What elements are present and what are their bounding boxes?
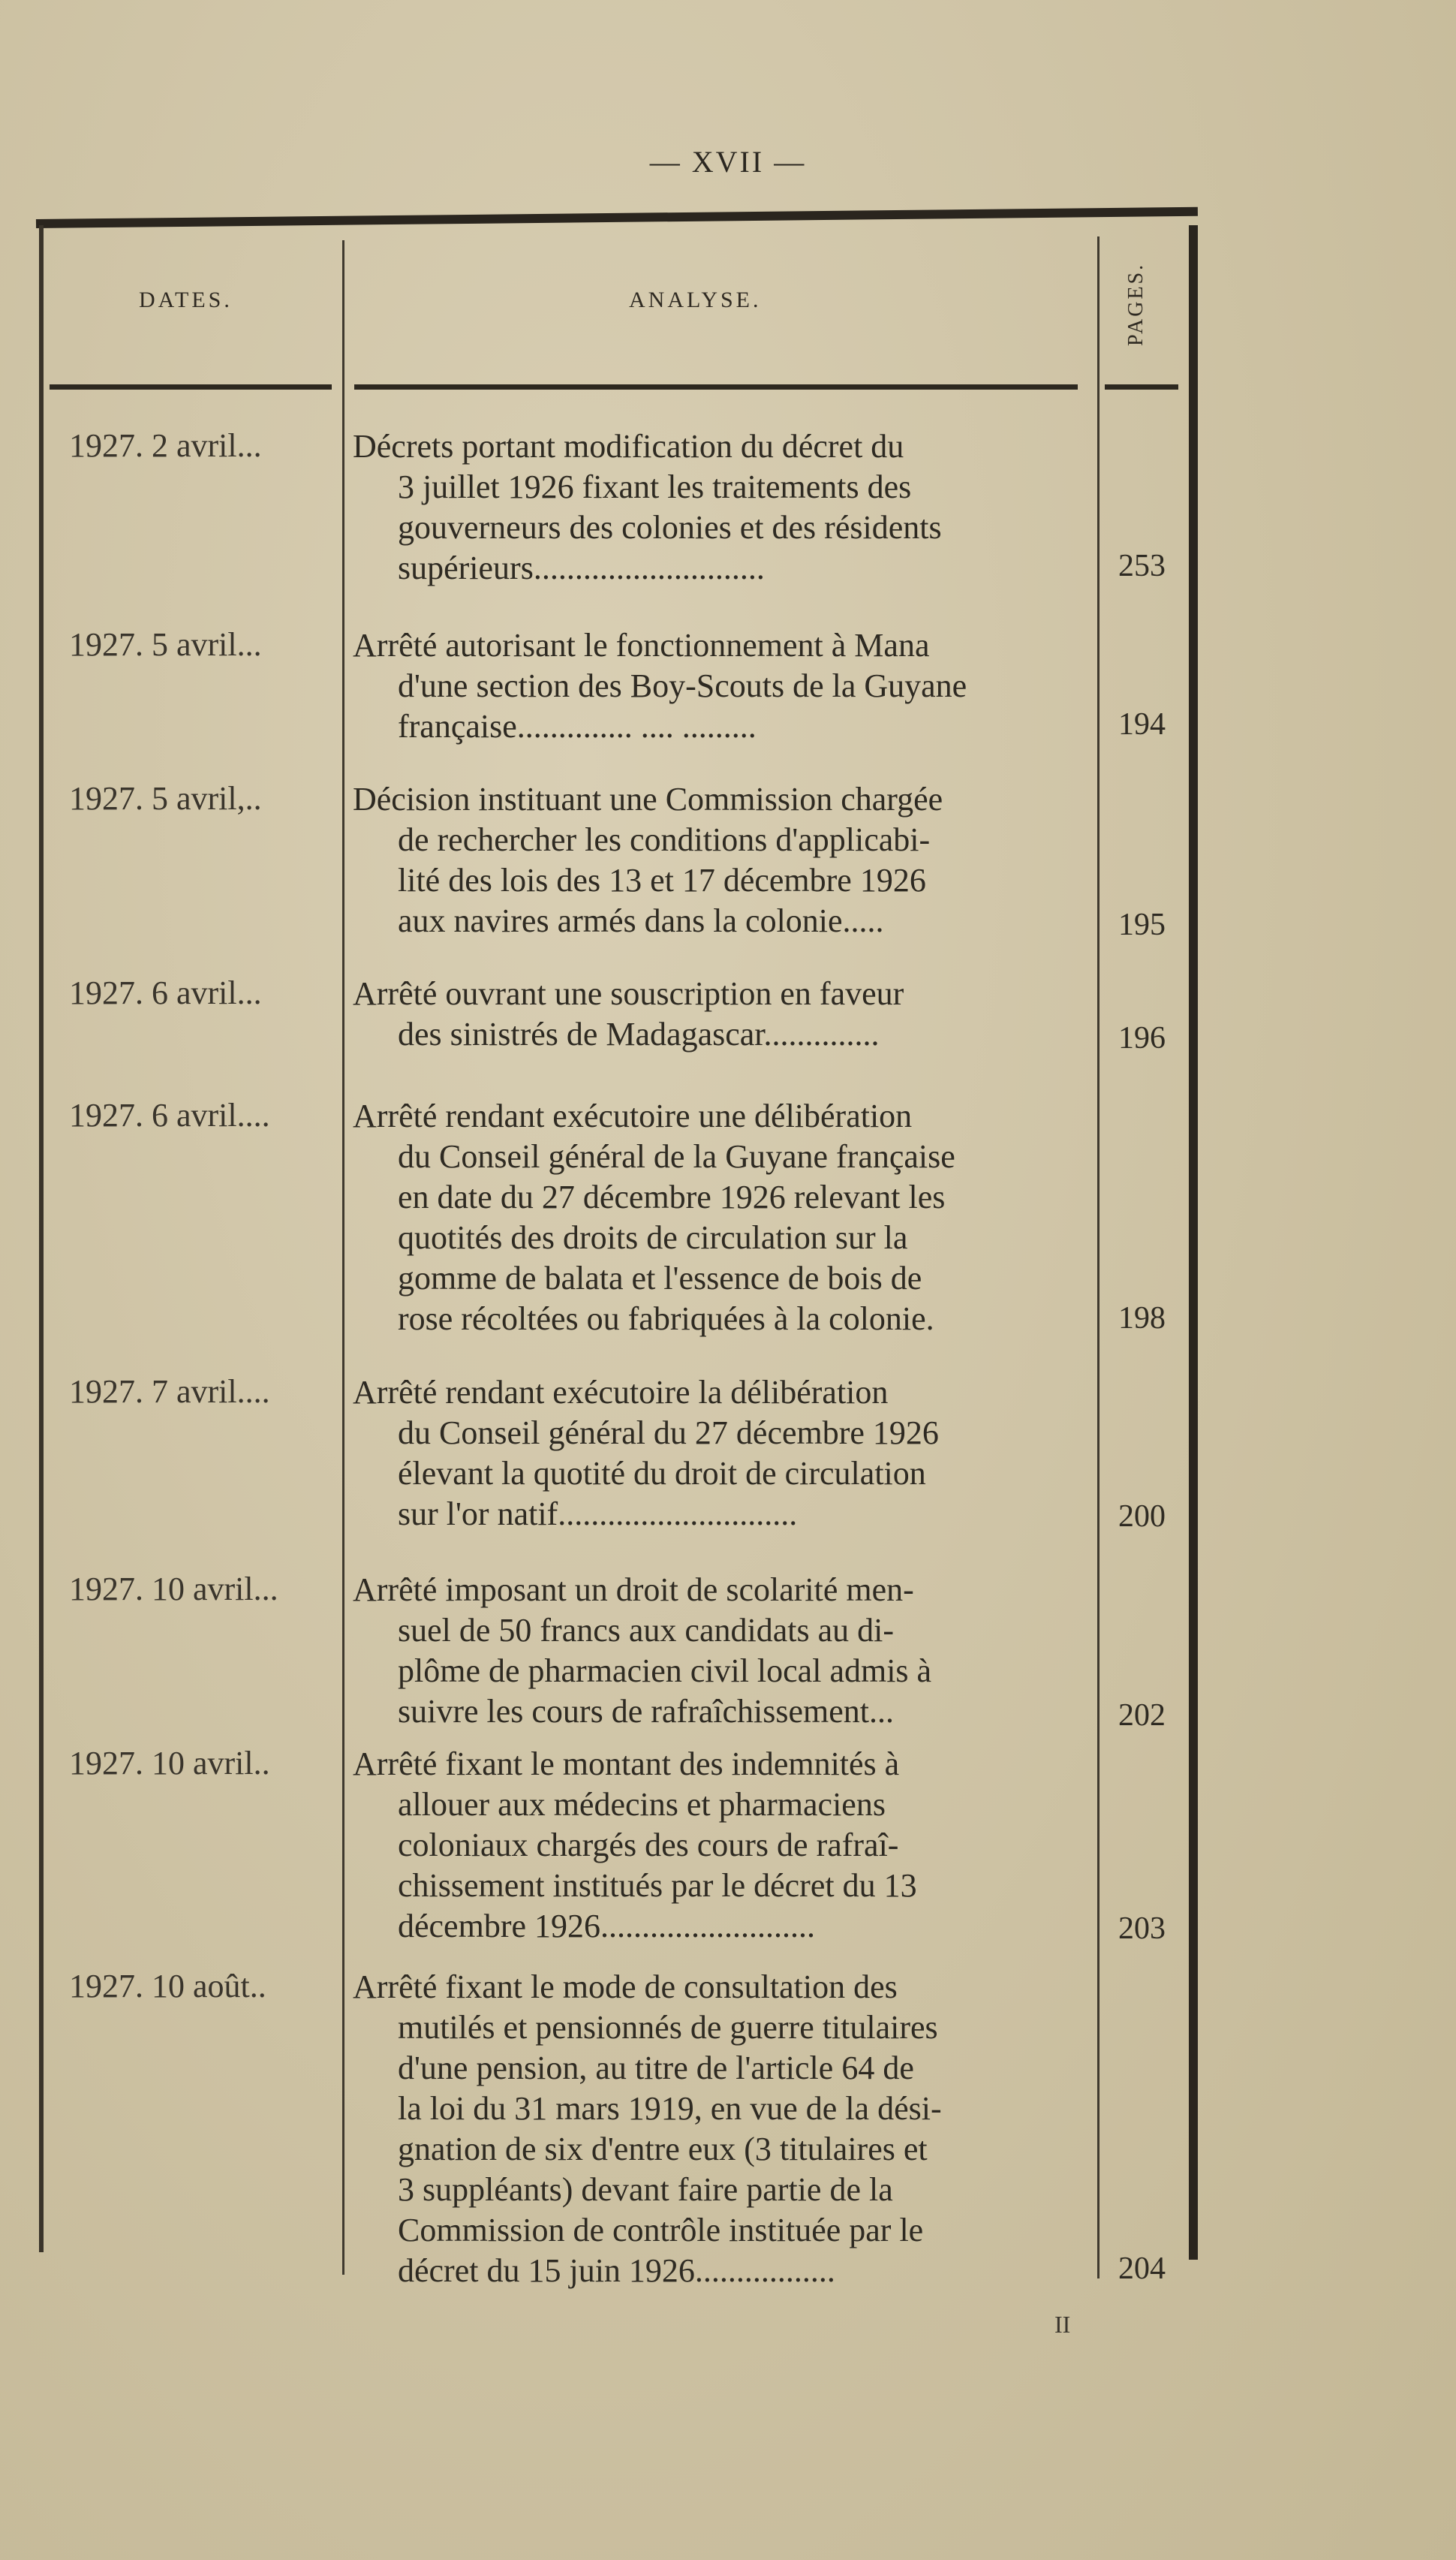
column-rule-dates [342,240,344,2275]
column-rule-pages [1097,236,1100,2278]
entry-date: 1927. 2 avril... [69,427,262,464]
entry-page: 203 [1118,1911,1166,1946]
entry-line: française.............. .... ......... [398,708,757,745]
entry-line: mutilés et pensionnés de guerre titulaires [398,2009,938,2046]
entry-line: gouverneurs des colonies et des résidents [398,509,942,546]
entry-page: 195 [1118,908,1166,942]
entry-line: Arrêté fixant le montant des indemnités à [353,1745,900,1782]
entry-line: Arrêté rendant exécutoire la délibération [353,1374,889,1411]
header-rule-pages [1105,384,1178,390]
entry-line: la loi du 31 mars 1919, en vue de la dési- [398,2090,942,2127]
entry-line: Arrêté fixant le mode de consultation des [353,1968,898,2005]
entry-line: de rechercher les conditions d'applicabi- [398,821,931,858]
entry-line: aux navires armés dans la colonie..... [398,902,884,939]
entry-analysis [353,1570,1091,1732]
entry-date: 1927. 7 avril.... [69,1373,270,1410]
table-top-rule [36,207,1198,228]
entry-line: du Conseil général du 27 décembre 1926 [398,1414,939,1451]
entry-analysis [353,426,1091,589]
entry-page: 194 [1118,707,1166,742]
entry-line: lité des lois des 13 et 17 décembre 1926 [398,862,926,899]
entry-line: Décision instituant une Commission chargée [353,781,943,818]
entry-line: élevant la quotité du droit de circulation [398,1455,926,1492]
entry-analysis [353,779,1091,941]
entry-line: plôme de pharmacien civil local admis à [398,1652,932,1689]
entry-page: 196 [1118,1021,1166,1056]
entry-line: Arrêté rendant exécutoire une délibération [353,1098,913,1134]
entry-date: 1927. 6 avril... [69,974,262,1011]
entry-line: des sinistrés de Madagascar.............. [398,1016,880,1053]
entry-analysis [353,625,1091,747]
entry-line: d'une section des Boy-Scouts de la Guyane [398,667,967,704]
entry-line: sur l'or natif............................. [398,1495,798,1532]
entry-line: Arrêté autorisant le fonctionnement à Mana [353,627,930,664]
entry-line: d'une pension, au titre de l'article 64 de [398,2050,914,2086]
entry-line: Arrêté ouvrant une souscription en faveur [353,975,904,1012]
signature-mark: II [1054,2311,1071,2338]
entry-analysis [353,1744,1091,1947]
entry-date: 1927. 6 avril.... [69,1097,270,1134]
header-rule-dates [50,384,332,390]
entry-line: Décrets portant modification du décret du [353,428,904,465]
entry-date: 1927. 5 avril... [69,626,262,663]
entry-line: du Conseil général de la Guyane française [398,1138,955,1175]
entry-page: 204 [1118,2251,1166,2286]
entry-page: 202 [1118,1698,1166,1733]
entry-analysis [353,974,1091,1055]
entry-date: 1927. 5 avril,.. [69,780,262,817]
entry-line: 3 suppléants) devant faire partie de la [398,2171,893,2208]
entry-date: 1927. 10 avril... [69,1571,278,1607]
page-folio: — XVII — [649,145,807,179]
entry-line: Arrêté imposant un droit de scolarité men- [353,1571,914,1608]
entry-line: Commission de contrôle instituée par le [398,2212,924,2248]
entry-page: 198 [1118,1301,1166,1336]
entry-page: 200 [1118,1499,1166,1534]
entry-date: 1927. 10 août.. [69,1968,266,2004]
entry-line: décembre 1926.......................... [398,1908,815,1944]
entry-line: décret du 15 juin 1926................. [398,2252,835,2289]
entry-line: chissement institués par le décret du 13 [398,1867,917,1904]
entry-line: rose récoltées ou fabriquées à la colonie. [398,1300,934,1337]
entry-line: quotités des droits de circulation sur la [398,1219,908,1256]
entry-line: coloniaux chargés des cours de rafraî- [398,1827,899,1863]
entry-analysis [353,1096,1091,1339]
entry-analysis [353,1372,1091,1534]
entry-line: gnation de six d'entre eux (3 titulaires et [398,2131,928,2167]
header-analyse: ANALYSE. [629,288,762,312]
entry-line: 3 juillet 1926 fixant les traitements des [398,468,912,505]
header-pages: PAGES. [1124,262,1148,346]
entry-line: allouer aux médecins et pharmaciens [398,1786,886,1823]
entry-page: 253 [1118,549,1166,583]
header-dates: DATES. [139,288,233,312]
entry-line: supérieurs............................ [398,550,765,586]
entry-line: suel de 50 francs aux candidats au di- [398,1612,894,1649]
entry-line: en date du 27 décembre 1926 relevant les [398,1179,946,1215]
entry-line: gomme de balata et l'essence de bois de [398,1260,922,1297]
entry-line: suivre les cours de rafraîchissement... [398,1693,894,1730]
header-rule-analyse [354,384,1078,390]
table-left-rule [39,225,44,2252]
entry-analysis [353,1967,1091,2291]
table-right-rule [1189,225,1198,2260]
entry-date: 1927. 10 avril.. [69,1745,270,1781]
